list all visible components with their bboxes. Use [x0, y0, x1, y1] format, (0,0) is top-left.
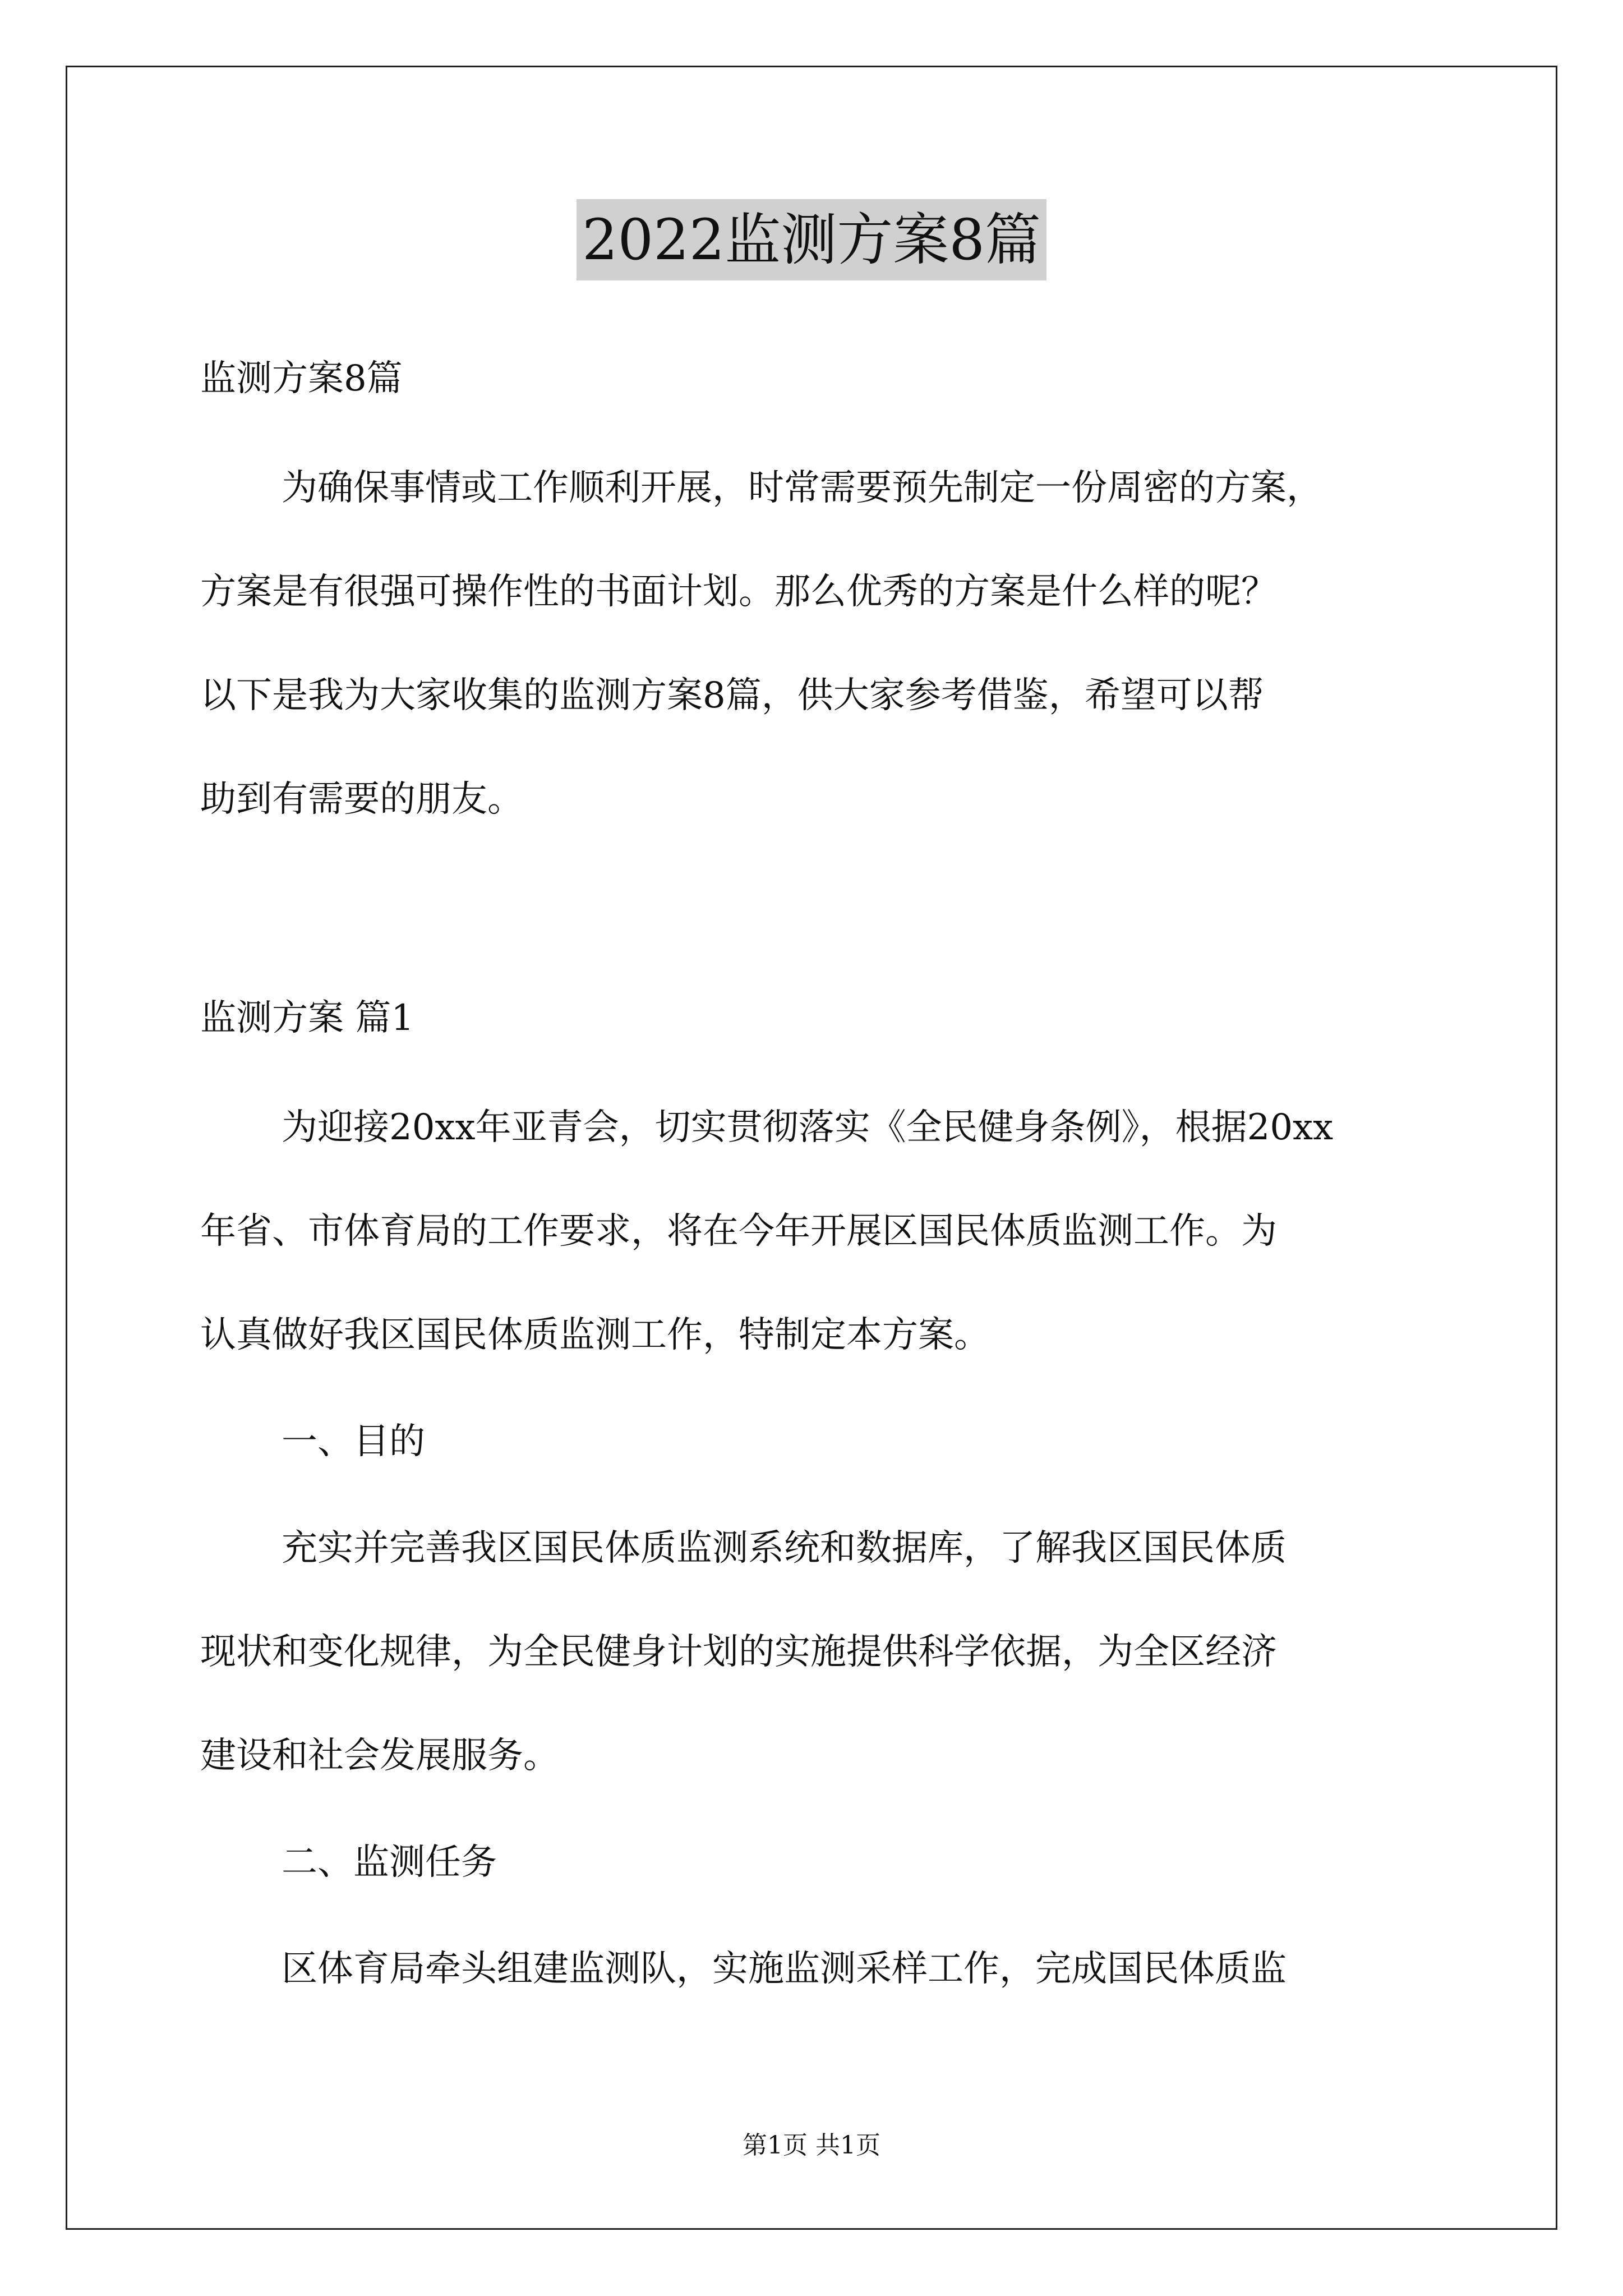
subtitle-line: 监测方案8篇	[200, 358, 403, 399]
title-container	[0, 199, 1623, 280]
document-title: 2022监测方案8篇	[577, 199, 1046, 280]
subsection-heading: 二、监测任务	[282, 1842, 497, 1883]
paragraph-line: 认真做好我区国民体质监测工作，特制定本方案。	[200, 1314, 990, 1356]
paragraph-line: 为确保事情或工作顺利开展，时常需要预先制定一份周密的方案，	[282, 467, 1322, 509]
paragraph-line: 建设和社会发展服务。	[200, 1735, 559, 1777]
subsection-heading: 一、目的	[282, 1421, 425, 1462]
section-heading: 监测方案 篇1	[200, 997, 414, 1039]
paragraph-line: 年省、市体育局的工作要求，将在今年开展区国民体质监测工作。为	[200, 1211, 1277, 1252]
paragraph-line: 区体育局牵头组建监测队，实施监测采样工作，完成国民体质监	[282, 1948, 1287, 1990]
paragraph-line: 以下是我为大家收集的监测方案8篇，供大家参考借鉴，希望可以帮	[200, 675, 1264, 716]
paragraph-line: 现状和变化规律，为全民健身计划的实施提供科学依据，为全区经济	[200, 1631, 1277, 1673]
paragraph-line: 助到有需要的朋友。	[200, 779, 523, 820]
paragraph-line: 方案是有很强可操作性的书面计划。那么优秀的方案是什么样的呢？	[200, 571, 1277, 613]
paragraph-line: 充实并完善我区国民体质监测系统和数据库，了解我区国民体质	[282, 1527, 1287, 1569]
paragraph-line: 为迎接20xx年亚青会，切实贯彻落实《全民健身条例》，根据20xx	[282, 1107, 1334, 1148]
page-footer: 第1页 共1页	[743, 2131, 880, 2160]
